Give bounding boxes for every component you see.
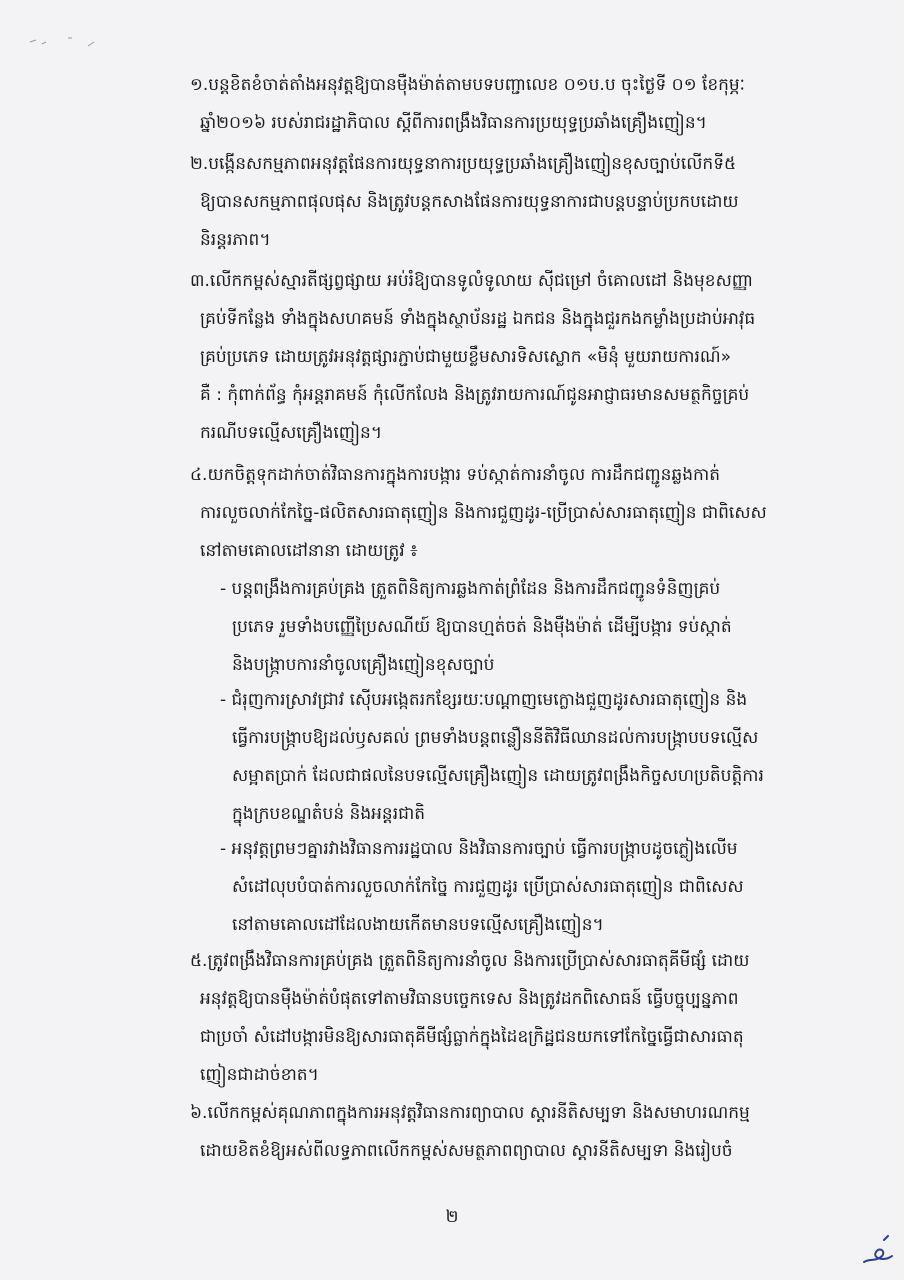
text-line: នៅតាមគោលដៅដែលងាយកើតមានបទល្មើសគ្រឿងញៀន។ [232,915,604,935]
text-line: ញៀនជាដាច់ខាត។ [200,1065,319,1085]
text-line: - បន្តពង្រឹងការគ្រប់គ្រង ត្រួតពិនិត្យការឆ្លងកាត់ព្រំដែន និងការដឹកជញ្ជូនទំនិញគ្រប់ [220,579,721,599]
list-item-3 [190,262,830,452]
list-item-5 [190,942,830,1094]
sub-bullet-2 [220,681,830,833]
text-line: គ្រប់ប្រភេទ ដោយត្រូវអនុវត្តផ្សារភ្ជាប់ជាមួយខ្លឹមសារទិសស្លោក «មិនុំ មួយរាយការណ៍» [200,347,731,367]
text-line: ឱ្យបានសកម្មភាពផុលផុស និងត្រូវបន្តកសាងផែនការយុទ្ធនាការជាបន្តបន្ទាប់ប្រកបដោយ [200,192,739,212]
list-item-6 [190,1094,830,1170]
text-line: សំដៅលុបបំបាត់ការលួចលាក់កែច្នៃ ការជួញដូរ ប្រើប្រាស់សារធាតុញៀន ជាពិសេស [232,877,744,897]
text-line: ក្នុងក្របខណ្ឌតំបន់ និងអន្តរជាតិ [232,804,426,824]
text-line: ជាប្រចាំ សំដៅបង្ការមិនឱ្យសារធាតុគីមីផ្សំធ្លាក់ក្នុងដៃឧក្រិដ្ឋជនយកទៅកែច្នៃធ្វើជាសារធាតុ [200,1027,744,1047]
text-line: និងបង្ក្រាបការនាំចូលគ្រឿងញៀនខុសច្បាប់ [232,655,495,675]
text-line: ១.បន្តខិតខំចាត់តាំងអនុវត្តឱ្យបានម៉ឺងម៉ាត់តាមបទបញ្ជាលេខ ០១ប.ប ចុះថ្ងៃទី ០១ ខែកុម្ភៈ [190,75,745,95]
text-line: - ជំរុញការស្រាវជ្រាវ ស៊ើបអង្កេតរកខ្សែរយៈបណ្តាញមេក្លោងជួញដូរសារធាតុញៀន និង [220,690,748,710]
list-item-2 [190,145,830,259]
list-item-4 [190,456,830,570]
text-line: ធ្វើការបង្ក្រាបឱ្យដល់ឫសគល់ ព្រមទាំងបន្តពន្លឿននីតិវិធីឈានដល់ការបង្ក្រាបបទល្មើស [232,728,759,748]
text-line: ៥.ត្រូវពង្រឹងវិធានការគ្រប់គ្រង ត្រួតពិនិត្យការនាំចូល និងការប្រើប្រាស់សារធាតុគីមីផ្សំ ដោយ [190,951,750,971]
text-line: អនុវត្តឱ្យបានម៉ឺងម៉ាត់បំផុតទៅតាមវិធានបច្ចេកទេស និងត្រូវដកពិសោធន៍ ធ្វើបច្ចុប្បន្នភាព [200,989,739,1009]
text-line: ការលួចលាក់កែច្នៃ-ផលិតសារធាតុញៀន និងការជួញដូរ-ប្រើប្រាស់សារធាតុញៀន ជាពិសេស [200,503,767,523]
text-line: និរន្តរភាព។ [200,230,271,250]
text-line: ឆ្នាំ២០១៦ របស់រាជរដ្ឋាភិបាល ស្តីពីការពង្រឹងវិធានការប្រយុទ្ធប្រឆាំងគ្រឿងញៀន។ [200,113,707,133]
text-line: - អនុវត្តព្រមៗគ្នារវាងវិធានការរដ្ឋបាល និងវិធានការច្បាប់ ធ្វើការបង្ក្រាបដូចភ្លៀងលើម [220,839,738,859]
text-line: នៅតាមគោលដៅនានា ដោយត្រូវ ៖ [200,541,418,561]
text-line: ២.បង្កើនសកម្មភាពអនុវត្តផែនការយុទ្ធនាការប្រយុទ្ធប្រឆាំងគ្រឿងញៀនខុសច្បាប់លើកទី៥ [190,154,737,174]
text-line: សម្អាតប្រាក់ ដែលជាផលនៃបទល្មើសគ្រឿងញៀន ដោយត្រូវពង្រឹងកិច្ចសហប្រតិបត្តិការ [232,766,764,786]
text-line: គ្រប់ទីកន្លែង ទាំងក្នុងសហគមន៍ ទាំងក្នុងស្ថាប័នរដ្ឋ ឯកជន និងក្នុងជួរកងកម្លាំងប្រដាប់អាវុធ [200,309,756,329]
text-line: ៣.លើកកម្ពស់ស្មារតីផ្សព្វផ្សាយ អប់រំឱ្យបានទូលំទូលាយ ស៊ីជម្រៅ ចំគោលដៅ និងមុខសញ្ញា [190,271,754,291]
initials-signature-icon [858,1232,898,1268]
text-line: ៦.លើកកម្ពស់គុណភាពក្នុងការអនុវត្តវិធានការព្យាបាល ស្តារនីតិសម្បទា និងសមាហរណកម្ម [190,1103,750,1123]
text-line: គឺ : កុំពាក់ព័ន្ធ កុំអន្តរាគមន៍ កុំលើកលែង និងត្រូវរាយការណ៍ជូនអាជ្ញាធរមានសមត្ថកិច្ចគ្រប់ [200,385,750,405]
text-line: ករណីបទល្មើសគ្រឿងញៀន។ [200,423,383,443]
text-line: ដោយខិតខំឱ្យអស់ពីលទ្ធភាពលើកកម្ពស់សមត្ថភាពព្យាបាល ស្តារនីតិសម្បទា និងរៀបចំ [200,1141,733,1161]
text-line: ៤.យកចិត្តទុកដាក់ចាត់វិធានការក្នុងការបង្ការ ទប់ស្កាត់ការនាំចូល ការដឹកជញ្ជូនឆ្លងកាត់ [190,465,721,485]
sub-bullet-1 [220,570,830,684]
text-line: ប្រភេទ រួមទាំងបញ្ញើប្រៃសណីយ៍ ឱ្យបានហ្មត់ចត់ និងម៉ឺងម៉ាត់ ដើម្បីបង្ការ ទប់ស្កាត់ [232,617,732,637]
sub-bullet-3 [220,830,830,944]
list-item-1 [190,66,830,142]
scan-smudge [28,30,98,50]
page-number: ២ [445,1207,459,1227]
